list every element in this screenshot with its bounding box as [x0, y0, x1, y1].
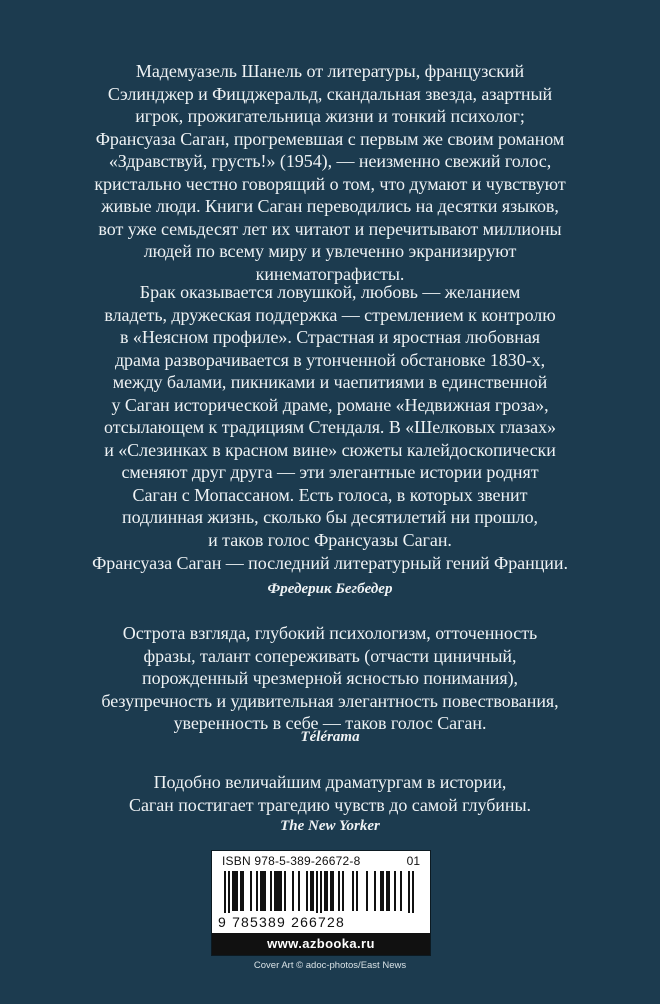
isbn-addon: 01 [406, 854, 420, 868]
barcode-bar [234, 871, 236, 911]
quote-line: Саган постигает трагедию чувств до самой глубины. [129, 794, 531, 815]
barcode-bar [312, 871, 314, 911]
quote-attribution-3: The New Yorker [280, 818, 380, 834]
barcode-bar [366, 871, 368, 911]
text-line: между балами, пикниками и чаепитиями в единственной [112, 372, 548, 392]
text-line: владеть, дружеская поддержка — стремлением к контролю [104, 304, 556, 325]
text-line: отсылающем к традициям Стендаля. В «Шелковых глазах» [104, 417, 556, 437]
barcode-bar [374, 871, 376, 911]
text-line: живые люди. Книги Саган переводились на десятки языков, [101, 196, 559, 216]
barcode-bar [270, 871, 272, 911]
review-quote-3 [70, 771, 590, 816]
quote-line: Подобно величайшим драматургам в истории, [153, 772, 507, 792]
text-line: Саган с Мопассаном. Есть голоса, в которых звенит [132, 484, 528, 505]
quote-line: безупречность и удивительная элегантность повествования, [101, 690, 559, 711]
quote-line: Франсуаза Саган — последний литературный гений Франции. [92, 553, 568, 573]
barcode-bar [232, 871, 234, 911]
text-line: кристально честно говорящий о том, что думают и чувствуют [94, 173, 566, 194]
barcode-bar [292, 871, 294, 911]
barcode-bar [242, 871, 244, 911]
barcode-bar [342, 871, 344, 911]
barcode-bar [306, 871, 308, 911]
text-line: вот уже семьдесят лет их читают и перечитывают миллионы [98, 218, 562, 239]
quote-line: порожденный чрезмерной ясностью понимания), [142, 668, 518, 688]
description-paragraph-2 [90, 281, 570, 551]
barcode-bar [330, 871, 332, 911]
barcode-bar [320, 871, 322, 913]
text-line: кинематографисты. [255, 263, 405, 284]
quote-line: уверенность в себе — таков голос Саган. [173, 713, 487, 733]
description-paragraph-1 [90, 60, 570, 285]
barcode-bar [274, 871, 276, 911]
barcode-bar [260, 871, 262, 911]
text-line: Сэлинджер и Фицджеральд, скандальная звезда, азартный [107, 83, 553, 104]
barcode-bar [228, 871, 230, 913]
text-line: Мадемуазель Шанель от литературы, французский [135, 61, 525, 81]
barcode-bar [310, 871, 312, 911]
barcode-bar [236, 871, 238, 911]
barcode-bar [316, 871, 318, 913]
barcode-bar [276, 871, 278, 911]
isbn-barcode [211, 850, 431, 956]
barcode-bar [284, 871, 286, 911]
review-quote-2 [70, 622, 590, 735]
text-line: подлинная жизнь, сколько бы десятилетий ни прошло, [121, 507, 538, 527]
barcode-bar [388, 871, 390, 911]
barcode-bar [352, 871, 354, 911]
barcode-bar [324, 871, 326, 911]
text-line: людей по всему миру и увлеченно экранизируют [143, 241, 517, 261]
quote-line: Острота взгляда, глубокий психологизм, отточенность [122, 623, 538, 643]
barcode-bar [256, 871, 258, 911]
barcode-bar [394, 871, 396, 911]
barcode-bar [240, 871, 242, 911]
barcode-bar [264, 871, 266, 911]
text-line: «Здравствуй, грусть!» (1954), — неизменно свежий голос, [108, 151, 552, 171]
text-line: игрок, прожигательница жизни и тонкий психолог; [135, 106, 525, 126]
quote-line: фразы, талант сопереживать (отчасти циничный, [143, 645, 517, 666]
text-line: сменяют друг друга — эти элегантные истории роднят [121, 462, 539, 482]
barcode-bar [250, 871, 252, 911]
barcode-bar [382, 871, 384, 911]
barcode-bar [262, 871, 264, 911]
cover-art-credit: Cover Art © adoc-photos/East News [253, 960, 407, 971]
barcode-bar [326, 871, 328, 911]
quote-attribution-1: Фредерик Бегбедер [267, 581, 393, 597]
text-line: и «Слезинках в красном вине» сюжеты калейдоскопически [104, 439, 556, 460]
barcode-bar [338, 871, 340, 911]
barcode-bar [280, 871, 282, 911]
isbn-label: ISBN 978-5-389-26672-8 [222, 854, 361, 868]
barcode-bar [386, 871, 388, 911]
barcode-bar [278, 871, 280, 911]
barcode-bar [224, 871, 226, 913]
review-quote-1 [60, 552, 600, 575]
publisher-url: www.azbooka.ru [212, 933, 430, 955]
text-line: в «Неясном профиле». Страстная и яростная любовная [119, 327, 541, 347]
barcode-bar [380, 871, 382, 911]
barcode-bar [412, 871, 414, 913]
barcode-bars [224, 871, 418, 913]
text-line: и таков голос Франсуазы Саган. [208, 529, 452, 550]
barcode-bar [332, 871, 334, 911]
text-line: Франсуаза Саган, прогремевшая с первым же своим романом [95, 128, 565, 149]
barcode-bar [356, 871, 358, 911]
barcode-bar [408, 871, 410, 913]
barcode-bar [400, 871, 402, 911]
barcode-bar [298, 871, 300, 911]
quote-attribution-2: Télérama [300, 729, 360, 745]
text-line: драма разворачивается в утонченной обстановке 1830-х, [114, 349, 546, 370]
barcode-digits: 9 785389 266728 [218, 914, 345, 930]
text-line: у Саган исторической драме, романе «Недвижная гроза», [111, 394, 549, 415]
text-line: Брак оказывается ловушкой, любовь — желанием [139, 282, 521, 302]
